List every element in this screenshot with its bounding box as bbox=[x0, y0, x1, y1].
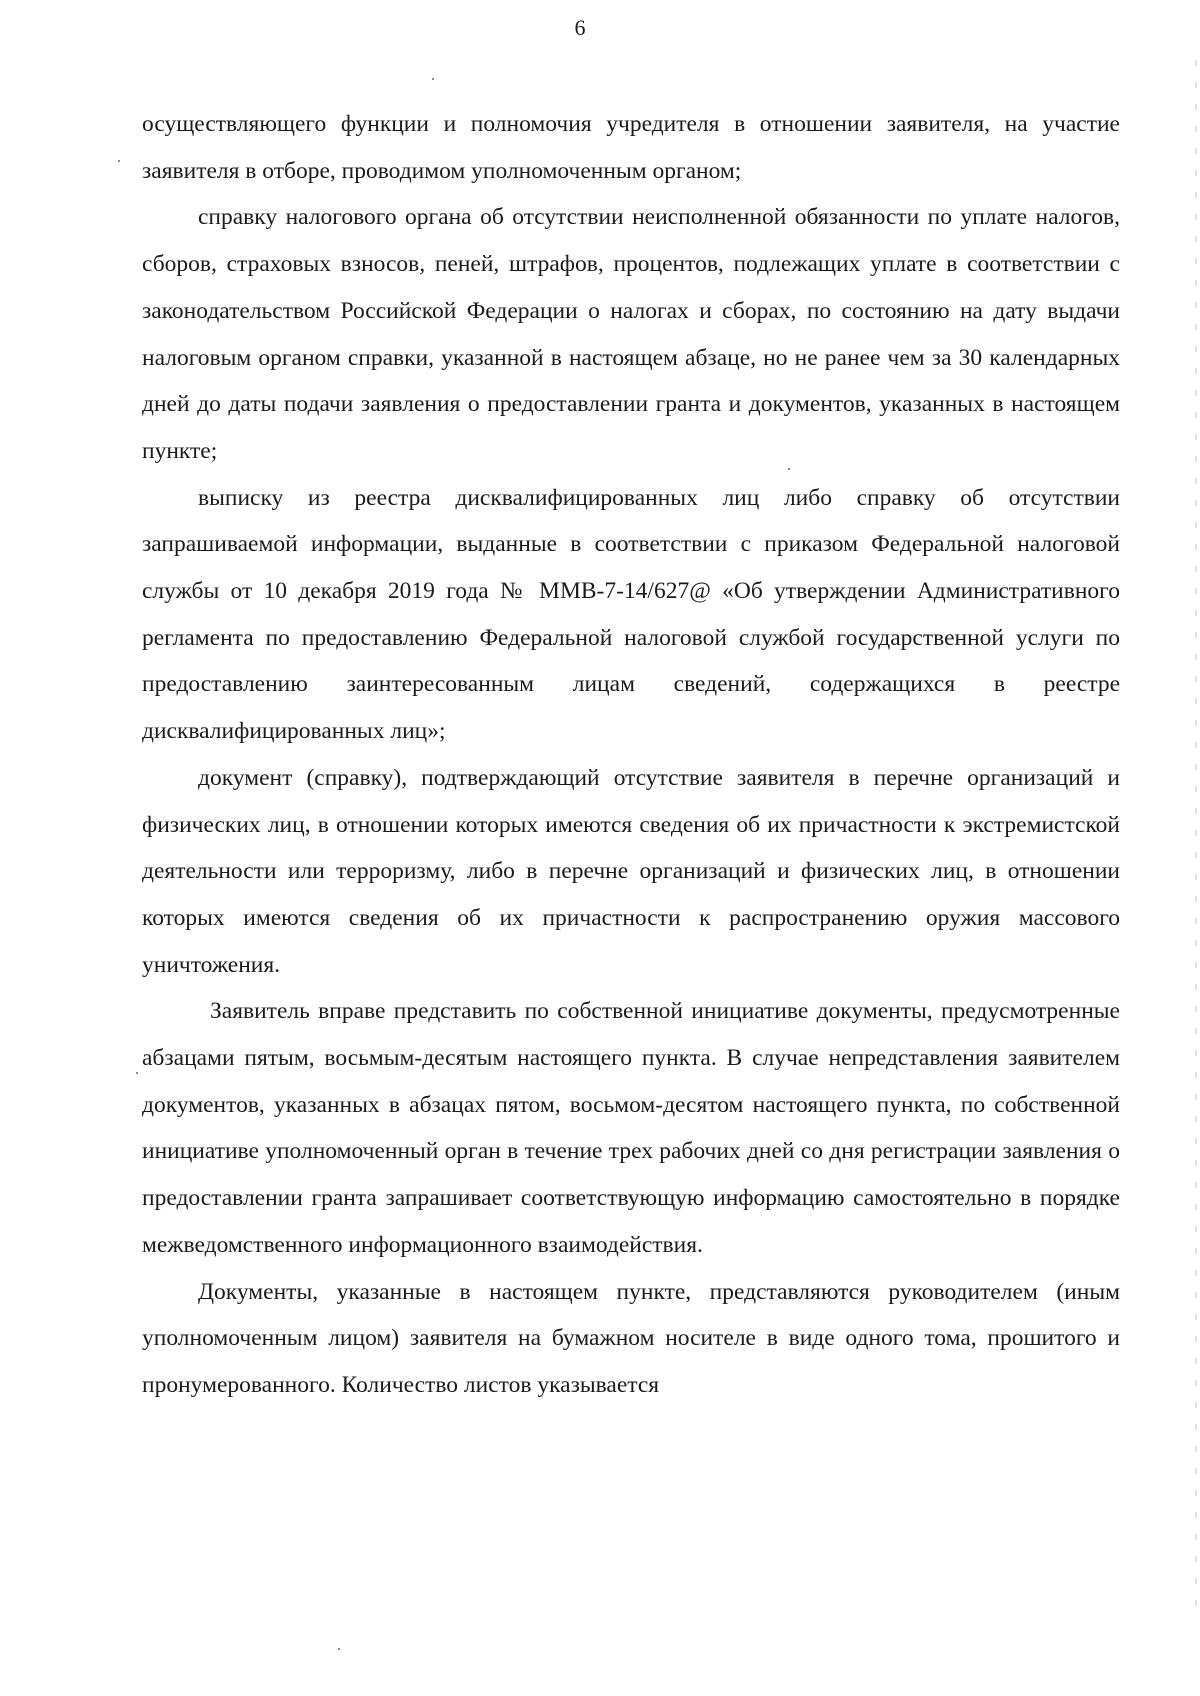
paragraph-tax-certificate: справку налогового органа об отсутствии неисполненной обязанности по уплате налогов, сборов, страховых взносов, пеней, штрафов, процентов, подлежащих уплате в соответствии с законодательством Российской Федерации о налогах и сборах, по состоянию на дату выдачи налоговым органом справки, указанной в настоящем абзаце, но не ранее чем за 30 календарных дней до даты подачи заявления о предоставлении гранта и документов, указанных в настоящем пункте; bbox=[142, 204, 1120, 464]
scan-speck bbox=[788, 468, 790, 470]
scan-speck bbox=[432, 78, 434, 80]
scan-edge-artifact bbox=[1195, 60, 1197, 1620]
paragraph-documents-submission: Документы, указанные в настоящем пункте, представляются руководителем (иным уполномоченным лицом) заявителя на бумажном носителе в виде одного тома, прошитого и пронумерованного. Количество листов указывается bbox=[142, 1278, 1120, 1398]
page-number: 6 bbox=[574, 15, 586, 40]
scan-speck bbox=[136, 1072, 138, 1074]
scan-speck bbox=[338, 1648, 340, 1650]
scan-speck bbox=[118, 160, 120, 162]
paragraph-disqualified-registry: выписку из реестра дисквалифицированных лиц либо справку об отсутствии запрашиваемой информации, выданные в соответствии с приказом Федеральной налоговой службы от 10 декабря 2019 года № ММВ-7-14/627@ «Об утверждении Административного регламента по предоставлению Федеральной налоговой службой государственной услуги по предоставлению заинтересованным лицам сведений, содержащихся в реестре дисквалифицированных лиц»; bbox=[142, 484, 1120, 745]
document-body bbox=[142, 101, 1120, 1409]
paragraph-applicant-right: Заявитель вправе представить по собственной инициативе документы, предусмотренные абзацами пятым, восьмым-десятым настоящего пункта. В случае непредставления заявителем документов, указанных в абзацах пятом, восьмом-десятом настоящего пункта, по собственной инициативе уполномоченный орган в течение трех рабочих дней со дня регистрации заявления о предоставлении гранта запрашивает соответствующую информацию самостоятельно в порядке межведомственного информационного взаимодействия. bbox=[142, 998, 1120, 1258]
paragraph-continuation: осуществляющего функции и полномочия учредителя в отношении заявителя, на участие заявителя в отборе, проводимом уполномоченным органом; bbox=[142, 111, 1120, 184]
paragraph-extremism-check: документ (справку), подтверждающий отсутствие заявителя в перечне организаций и физических лиц, в отношении которых имеются сведения об их причастности к экстремистской деятельности или терроризму, либо в перечне организаций и физических лиц, в отношении которых имеются сведения об их причастности к распространению оружия массового уничтожения. bbox=[142, 764, 1120, 978]
